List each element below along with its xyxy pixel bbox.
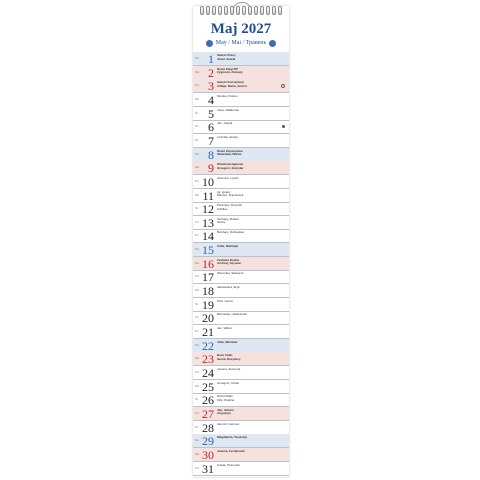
weekday-label: Pn. bbox=[195, 178, 200, 183]
day-number: 28 bbox=[202, 420, 214, 435]
spiral-coil bbox=[266, 6, 270, 15]
weekday-label: Nd. bbox=[195, 356, 200, 361]
moon-icon bbox=[206, 40, 213, 47]
name-day-line: Boże Ciało bbox=[217, 354, 233, 358]
spiral-coil bbox=[206, 6, 210, 15]
name-days bbox=[217, 81, 279, 88]
name-days bbox=[217, 136, 279, 140]
day-number: 23 bbox=[202, 352, 214, 367]
name-days bbox=[217, 327, 279, 331]
name-days bbox=[217, 272, 279, 276]
name-day-line: Bonifacy, Dobiesław bbox=[217, 231, 244, 235]
day-number: 3 bbox=[208, 79, 214, 94]
name-day-line: Zesłanie Ducha bbox=[217, 258, 240, 262]
name-days bbox=[217, 368, 279, 372]
day-number: 10 bbox=[202, 174, 214, 189]
weekday-label: Pt. bbox=[195, 233, 199, 238]
name-days bbox=[217, 54, 279, 61]
day-row bbox=[193, 148, 289, 162]
name-days bbox=[217, 95, 279, 99]
day-row bbox=[193, 284, 289, 298]
name-day-line: Monika, Florian bbox=[217, 94, 238, 98]
weekday-label: So. bbox=[195, 151, 200, 156]
name-day-line: Święto Konstytucji bbox=[217, 81, 244, 85]
calendar-title: Maj 2027 bbox=[210, 21, 272, 37]
day-number: 24 bbox=[202, 365, 214, 380]
weekday-label: Cz. bbox=[195, 315, 200, 320]
day-number: 16 bbox=[202, 256, 214, 271]
weekday-label: So. bbox=[195, 56, 200, 60]
weekday-label: Wt. bbox=[195, 383, 200, 388]
name-day-line: Jan, Wiktor bbox=[217, 327, 233, 330]
name-days bbox=[217, 341, 279, 345]
spiral-coil bbox=[242, 6, 246, 15]
day-number: 25 bbox=[202, 379, 214, 394]
name-days bbox=[217, 245, 279, 249]
name-day-line: Ludmiła, Gizela bbox=[217, 135, 238, 139]
weekday-label: Śr. bbox=[195, 397, 199, 402]
weekday-label: Pn. bbox=[195, 83, 200, 88]
name-day-line: Aniela, Petronela bbox=[217, 463, 240, 467]
spiral-coil bbox=[236, 6, 240, 15]
name-days bbox=[217, 395, 279, 402]
day-row bbox=[193, 134, 289, 148]
name-day-line: Igi, Ignacy bbox=[217, 190, 231, 194]
day-row bbox=[193, 462, 289, 476]
day-number: 1 bbox=[208, 52, 214, 66]
name-day-line: Serwacy, Robert bbox=[217, 217, 239, 221]
weekday-label: So. bbox=[195, 342, 200, 347]
spiral-coil bbox=[260, 6, 264, 15]
day-number: 27 bbox=[202, 406, 214, 421]
spiral-coil bbox=[218, 6, 222, 15]
name-day-line: Jan, Judyta bbox=[217, 122, 233, 126]
day-number: 8 bbox=[208, 147, 214, 162]
weekday-label: Pt. bbox=[195, 424, 199, 429]
weekday-label: Pt. bbox=[195, 137, 199, 142]
weekday-label: Wt. bbox=[195, 96, 200, 101]
day-number: 19 bbox=[202, 297, 214, 312]
day-number: 18 bbox=[202, 284, 214, 299]
weekday-label: Wt. bbox=[195, 192, 200, 197]
name-day-line: Grzegorz, Bożydar bbox=[217, 165, 244, 170]
day-row bbox=[193, 366, 289, 380]
spiral-coil bbox=[200, 6, 204, 15]
name-days bbox=[217, 354, 279, 361]
name-days bbox=[217, 450, 279, 454]
day-row bbox=[193, 325, 289, 339]
day-number: 4 bbox=[208, 92, 214, 107]
name-day-line: Jan, Juliusz bbox=[217, 408, 235, 412]
name-days bbox=[217, 382, 279, 386]
day-row bbox=[193, 202, 289, 216]
day-row bbox=[193, 52, 289, 66]
name-day-line: Gloria bbox=[217, 220, 226, 225]
spiral-coil bbox=[224, 6, 228, 15]
name-day-line: 3 Maja, Maria, Antoni bbox=[217, 83, 247, 88]
name-days bbox=[217, 150, 279, 157]
moon-icon bbox=[269, 40, 276, 47]
name-days bbox=[217, 163, 279, 170]
name-days bbox=[217, 300, 279, 304]
name-day-line: Stanisław, Wiktor bbox=[217, 152, 242, 157]
day-row bbox=[193, 311, 289, 325]
name-day-line: Zofia, Nadzieja bbox=[217, 245, 239, 249]
day-number: 6 bbox=[208, 120, 214, 135]
weekday-label: Pn. bbox=[195, 369, 200, 374]
name-day-line: Zygmunt, Atanazy bbox=[217, 70, 243, 75]
day-number: 13 bbox=[202, 215, 214, 230]
day-row bbox=[193, 380, 289, 394]
day-number: 7 bbox=[208, 133, 214, 148]
day-number: 12 bbox=[202, 202, 214, 217]
name-day-line: Julia, Wiesław bbox=[217, 340, 238, 344]
day-number: 20 bbox=[202, 311, 214, 326]
day-row bbox=[193, 66, 289, 80]
weekday-label: Nd. bbox=[195, 69, 200, 74]
day-row bbox=[193, 339, 289, 353]
name-day-line: Iwona, Dezydery bbox=[217, 356, 241, 361]
name-days bbox=[217, 409, 279, 416]
day-number: 26 bbox=[202, 393, 214, 408]
day-number: 2 bbox=[208, 65, 214, 80]
name-day-line: Mamert, Franciszek bbox=[217, 193, 244, 197]
name-day-line: Irena, Waldemar bbox=[217, 108, 240, 112]
name-day-line: Józef, Aniela bbox=[217, 56, 236, 61]
day-row bbox=[193, 393, 289, 407]
name-day-line: Bernardyn, Aleksander bbox=[217, 313, 248, 317]
name-days bbox=[217, 122, 279, 126]
weekday-label: Śr. bbox=[195, 110, 199, 115]
day-row bbox=[193, 216, 289, 230]
name-days bbox=[217, 177, 279, 181]
day-row bbox=[193, 270, 289, 284]
name-days bbox=[217, 286, 279, 290]
name-day-line: Filip, Paulina bbox=[217, 397, 235, 402]
day-number: 22 bbox=[202, 338, 214, 353]
name-day-line: Andrzej, Szymon bbox=[217, 261, 242, 266]
name-days bbox=[217, 231, 279, 235]
day-row bbox=[193, 120, 289, 134]
name-day-line: Joanna, Ferdynand bbox=[217, 449, 245, 453]
moon-phase-icon bbox=[281, 84, 285, 88]
day-number: 5 bbox=[208, 106, 214, 121]
weekday-label: Wt. bbox=[195, 288, 200, 293]
day-row bbox=[193, 79, 289, 93]
day-number: 21 bbox=[202, 325, 214, 339]
name-days bbox=[217, 109, 279, 113]
name-days bbox=[217, 464, 279, 468]
name-day-line: Jaromir, German bbox=[217, 422, 240, 426]
day-row bbox=[193, 352, 289, 366]
name-day-line: Weronika, Sławomir bbox=[217, 272, 244, 276]
name-days bbox=[217, 68, 279, 75]
weekday-label: Pt. bbox=[195, 329, 199, 333]
weekday-label: Pn. bbox=[195, 465, 200, 470]
moon-phase-icon bbox=[282, 125, 285, 128]
name-day-line: Antonina, Izydor bbox=[217, 176, 239, 180]
day-row bbox=[193, 161, 289, 175]
day-number: 11 bbox=[202, 188, 214, 203]
day-number: 30 bbox=[202, 447, 214, 462]
day-row bbox=[193, 93, 289, 107]
name-days bbox=[217, 191, 279, 198]
day-row bbox=[193, 243, 289, 257]
day-row bbox=[193, 298, 289, 312]
weekday-label: Nd. bbox=[195, 260, 200, 265]
day-row bbox=[193, 434, 289, 448]
name-day-line: Piotr, Iwona bbox=[217, 299, 233, 303]
spiral-coil bbox=[278, 6, 282, 15]
day-row bbox=[193, 175, 289, 189]
name-day-line: Aleksandra, Eryk bbox=[217, 286, 240, 290]
name-days bbox=[217, 218, 279, 225]
day-number: 14 bbox=[202, 229, 214, 244]
weekday-label: Nd. bbox=[195, 451, 200, 456]
name-day-line: Augustyn bbox=[217, 411, 231, 416]
weekday-label: Pn. bbox=[195, 274, 200, 279]
name-day-line: Święto Pracy bbox=[217, 54, 236, 57]
name-day-line: Grzegorz, Urban bbox=[217, 381, 240, 385]
name-day-line: Achilles bbox=[217, 206, 228, 211]
spiral-coil bbox=[212, 6, 216, 15]
day-row bbox=[193, 107, 289, 121]
weekday-label: Nd. bbox=[195, 165, 200, 170]
day-number: 31 bbox=[202, 461, 214, 476]
weekday-label: Cz. bbox=[195, 124, 200, 129]
name-day-line: Dzień Zwycięstwa bbox=[217, 149, 243, 153]
spiral-coil bbox=[230, 6, 234, 15]
weekday-label: So. bbox=[195, 247, 200, 252]
weekday-label: Cz. bbox=[195, 219, 200, 224]
day-row bbox=[193, 257, 289, 271]
day-row bbox=[193, 229, 289, 243]
day-number: 9 bbox=[208, 161, 214, 176]
spiral-coil bbox=[254, 6, 258, 15]
spiral-coil bbox=[272, 6, 276, 15]
day-row bbox=[193, 189, 289, 203]
name-day-line: Dzień Matki bbox=[217, 395, 233, 399]
weekday-label: Śr. bbox=[195, 206, 199, 211]
spiral-binding bbox=[193, 6, 289, 18]
wall-calendar bbox=[193, 6, 289, 477]
day-row bbox=[193, 448, 289, 462]
weekday-label: Śr. bbox=[195, 301, 199, 306]
name-day-line: Joanna, Zuzanna bbox=[217, 367, 241, 371]
weekday-label: So. bbox=[195, 438, 200, 443]
name-days bbox=[217, 423, 279, 427]
calendar-subtitle: May / Mai / Травень bbox=[215, 40, 267, 46]
name-days bbox=[217, 436, 279, 440]
name-day-line: Magdalena, Teodozja bbox=[217, 436, 247, 440]
day-number: 17 bbox=[202, 270, 214, 285]
name-day-line: Dzień Flagi RP bbox=[217, 67, 238, 71]
spiral-coil bbox=[248, 6, 252, 15]
name-days bbox=[217, 313, 279, 317]
name-days bbox=[217, 259, 279, 266]
day-number: 15 bbox=[202, 243, 214, 258]
subtitle-bar bbox=[197, 39, 285, 48]
day-row bbox=[193, 407, 289, 421]
day-row bbox=[193, 421, 289, 435]
weekday-label: Cz. bbox=[195, 410, 200, 415]
name-days bbox=[217, 204, 279, 211]
name-day-line: Pankracy, Dominik bbox=[217, 204, 242, 208]
day-number: 29 bbox=[202, 434, 214, 449]
name-day-line: Wniebowstąpienie bbox=[217, 163, 244, 167]
